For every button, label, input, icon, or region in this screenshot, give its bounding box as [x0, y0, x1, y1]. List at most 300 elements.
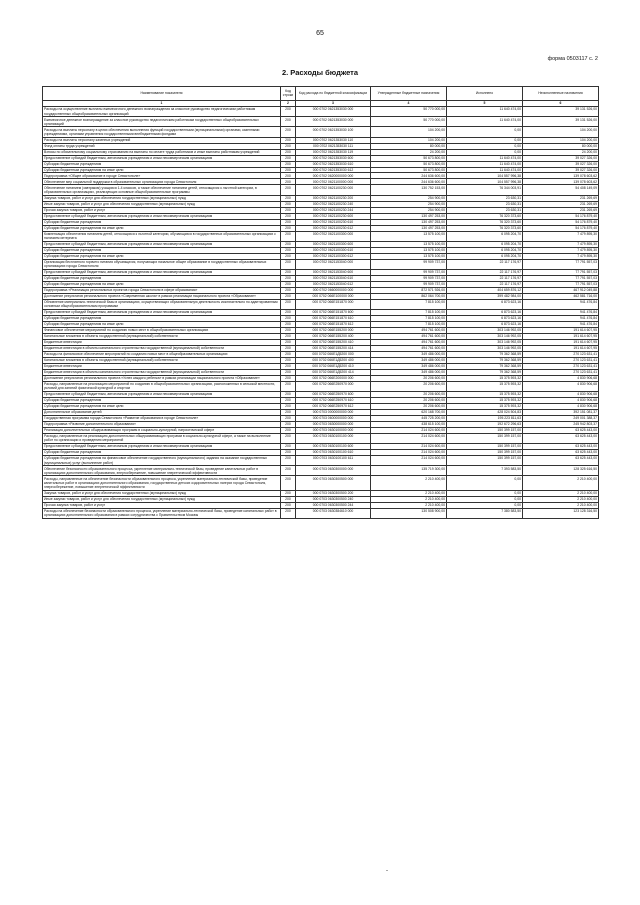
- row-line-code: 200: [281, 269, 296, 275]
- row-unexecuted-amount: 123 128 316,50: [523, 508, 599, 518]
- row-unexecuted-amount: 462 581 716,00: [523, 293, 599, 299]
- row-line-code: 200: [281, 456, 296, 466]
- row-classification-code: 000 0702 066E155200 000: [296, 327, 371, 333]
- row-line-code: 200: [281, 143, 296, 149]
- page-number: 65: [316, 30, 324, 37]
- table-row: [43, 421, 599, 427]
- row-unexecuted-amount: 245 942 803,37: [523, 421, 599, 427]
- row-unexecuted-amount: 231 269,69: [523, 201, 599, 207]
- row-indicator-name: Компенсация обеспечения питанием детей, относящихся к льготной категории, обучающихся в государственных образовательных организациях с наличием интерната: [43, 231, 281, 241]
- row-indicator-name: Субсидии бюджетным учреждениям на иные цели: [43, 253, 281, 259]
- row-indicator-name: Предоставление субсидий бюджетным, автономным учреждениям и иным некоммерческим организациям: [43, 391, 281, 397]
- row-approved-amount: 494 761 600,00: [371, 327, 447, 333]
- row-unexecuted-amount: 80 000,00: [523, 143, 599, 149]
- row-indicator-name: Субсидии бюджетным учреждениям: [43, 315, 281, 321]
- table-row: [43, 375, 599, 381]
- header-executed: Исполнено: [447, 87, 523, 101]
- row-executed-amount: 104 557 996,38: [447, 179, 523, 185]
- row-unexecuted-amount: 77 791 557,03: [523, 281, 599, 287]
- row-unexecuted-amount: 4 830 906,68: [523, 375, 599, 381]
- row-indicator-name: Субсидии бюджетным учреждениям: [43, 275, 281, 281]
- row-line-code: 200: [281, 375, 296, 381]
- row-unexecuted-amount: 2 210 400,00: [523, 490, 599, 496]
- row-classification-code: 000 0702 066E151870 610: [296, 315, 371, 321]
- row-executed-amount: 0,00: [447, 143, 523, 149]
- row-approved-amount: 20 206 600,00: [371, 381, 447, 391]
- row-classification-code: 000 0702 066E1Д5200 414: [296, 369, 371, 375]
- table-row: [43, 309, 599, 315]
- row-executed-amount: 11 640 474,00: [447, 167, 523, 173]
- row-classification-code: 000 0702 0621353030 000: [296, 107, 371, 117]
- row-unexecuted-amount: 4 830 906,68: [523, 381, 599, 391]
- row-line-code: 200: [281, 315, 296, 321]
- row-line-code: 200: [281, 409, 296, 415]
- row-approved-amount: 7 815 100,00: [371, 321, 447, 327]
- row-approved-amount: 445 725 200,00: [371, 415, 447, 421]
- row-executed-amount: 303 146 992,05: [447, 339, 523, 345]
- row-indicator-name: Субсидии бюджетным учреждениям: [43, 450, 281, 456]
- row-indicator-name: Реализация дополнительных общеразвивающих программ в социально-культурной, патриотической сфере: [43, 427, 281, 433]
- row-line-code: 200: [281, 117, 296, 127]
- table-row: [43, 490, 599, 496]
- row-classification-code: 000 0702 0621100300 610: [296, 247, 371, 253]
- row-line-code: 200: [281, 253, 296, 259]
- row-unexecuted-amount: 191 614 607,95: [523, 339, 599, 345]
- row-unexecuted-amount: 191 614 607,95: [523, 333, 599, 339]
- column-index-6: 6: [523, 100, 599, 106]
- row-unexecuted-amount: 24 200,00: [523, 149, 599, 155]
- row-approved-amount: 50 673 800,00: [371, 155, 447, 161]
- row-line-code: 200: [281, 149, 296, 155]
- row-indicator-name: Бюджетные инвестиции: [43, 339, 281, 345]
- row-executed-amount: 23 630,31: [447, 195, 523, 201]
- row-classification-code: 000 0703 0630300500 000: [296, 476, 371, 490]
- row-indicator-name: Субсидии бюджетным учреждениям: [43, 219, 281, 225]
- row-indicator-name: Организация бесплатного горячего питания обучающихся, получающих начальное общее образование в государственных образовательных организациях города Севастополя: [43, 259, 281, 269]
- row-line-code: 200: [281, 293, 296, 299]
- row-approved-amount: 130 497 253,00: [371, 213, 447, 219]
- row-line-code: 200: [281, 107, 296, 117]
- table-row: [43, 476, 599, 490]
- row-executed-amount: 79 362 368,59: [447, 357, 523, 363]
- row-line-code: 200: [281, 363, 296, 369]
- row-approved-amount: 7 815 100,00: [371, 299, 447, 309]
- row-approved-amount: 494 761 600,00: [371, 333, 447, 339]
- row-unexecuted-amount: 7 479 895,30: [523, 253, 599, 259]
- table-row: [43, 415, 599, 421]
- row-executed-amount: 15 375 593,32: [447, 397, 523, 403]
- row-executed-amount: 15 375 593,32: [447, 391, 523, 397]
- table-row: [43, 351, 599, 357]
- row-indicator-name: Взносы по обязательному социальному страхованию на выплаты по оплате труда работников и иные выплаты работникам учреждений: [43, 149, 281, 155]
- row-approved-amount: 862 064 700,00: [371, 293, 447, 299]
- row-unexecuted-amount: 2 210 400,00: [523, 496, 599, 502]
- row-executed-amount: 15 375 593,32: [447, 381, 523, 391]
- row-line-code: 200: [281, 345, 296, 351]
- row-executed-amount: 150 399 157,00: [447, 456, 523, 466]
- header-unexecuted: Неисполненные назначения: [523, 87, 599, 101]
- row-classification-code: 000 0702 0621353030 000: [296, 117, 371, 127]
- row-indicator-name: Субсидии бюджетным учреждениям на иные цели: [43, 403, 281, 409]
- row-unexecuted-amount: 249 001 388,37: [523, 415, 599, 421]
- row-approved-amount: 214 024 600,00: [371, 444, 447, 450]
- row-indicator-name: Предоставление субсидий бюджетным, автономным учреждениям и иным некоммерческим организациям: [43, 444, 281, 450]
- row-classification-code: 000 0702 0621353030 111: [296, 143, 371, 149]
- table-row: [43, 287, 599, 293]
- table-row: [43, 259, 599, 269]
- row-approved-amount: 254 900,00: [371, 201, 447, 207]
- row-classification-code: 000 0702 0621100230 612: [296, 225, 371, 231]
- row-classification-code: 000 0702 066E1Д5200 400: [296, 357, 371, 363]
- row-indicator-name: Расходы на выплаты персоналу в целях обеспечения выполнения функций государственными (муниципальными) органами, казенными учреждениями, органами управления государственными внебюджетными фондами: [43, 127, 281, 137]
- table-row: [43, 391, 599, 397]
- row-classification-code: 000 0702 066E155200 410: [296, 339, 371, 345]
- row-executed-amount: 22 117 176,97: [447, 275, 523, 281]
- row-unexecuted-amount: 63 625 443,00: [523, 433, 599, 443]
- row-executed-amount: 0,00: [447, 149, 523, 155]
- row-indicator-name: Иные закупки товаров, работ и услуг для обеспечения государственных (муниципальных) нужд: [43, 496, 281, 502]
- row-executed-amount: 79 362 368,59: [447, 351, 523, 357]
- row-approved-amount: 244 636 600,00: [371, 173, 447, 179]
- table-row: [43, 117, 599, 127]
- row-approved-amount: 50 770 000,00: [371, 117, 447, 127]
- row-executed-amount: 303 146 992,05: [447, 327, 523, 333]
- row-indicator-name: Бюджетные инвестиции: [43, 363, 281, 369]
- row-approved-amount: 99 909 737,00: [371, 281, 447, 287]
- row-line-code: 200: [281, 179, 296, 185]
- row-executed-amount: 76 320 373,60: [447, 213, 523, 219]
- row-approved-amount: 2 210 400,00: [371, 476, 447, 490]
- row-approved-amount: 872 571 926,00: [371, 287, 447, 293]
- row-line-code: 200: [281, 496, 296, 502]
- table-row: [43, 508, 599, 518]
- row-line-code: 200: [281, 397, 296, 403]
- row-unexecuted-amount: 4 830 906,68: [523, 391, 599, 397]
- row-unexecuted-amount: 77 791 557,03: [523, 275, 599, 281]
- row-approved-amount: 130 497 253,00: [371, 219, 447, 225]
- row-executed-amount: 6 873 623,16: [447, 315, 523, 321]
- row-indicator-name: Достижение результатов регионального проекта «Успех каждого ребенка» в рамках реализации национального проекта «Образование»: [43, 375, 281, 381]
- row-executed-amount: 150 399 157,00: [447, 450, 523, 456]
- row-classification-code: 000 0702 0621100230 610: [296, 219, 371, 225]
- row-classification-code: 000 0702 066E151870 600: [296, 309, 371, 315]
- table-header-row: [43, 87, 599, 101]
- row-indicator-name: Субсидии бюджетным учреждениям: [43, 397, 281, 403]
- row-classification-code: 000 0702 066E151870 612: [296, 321, 371, 327]
- row-indicator-name: Капитальные вложения в объекты государственной (муниципальной) собственности: [43, 333, 281, 339]
- row-unexecuted-amount: 128 325 616,50: [523, 466, 599, 476]
- row-unexecuted-amount: 54 176 879,40: [523, 213, 599, 219]
- row-approved-amount: 7 815 100,00: [371, 315, 447, 321]
- header-classification-code: Код расхода по бюджетной классификации: [296, 87, 371, 101]
- row-classification-code: 000 0702 0621153040 600: [296, 269, 371, 275]
- row-line-code: 200: [281, 275, 296, 281]
- row-approved-amount: 214 024 600,00: [371, 456, 447, 466]
- header-approved: Утвержденные бюджетные назначения: [371, 87, 447, 101]
- form-code: форма 0503117 с. 2: [547, 56, 598, 62]
- row-indicator-name: Расходы на обеспечение безопасности образовательного процесса, укрепление материально-технической базы, проведение капитальных работ в организациях дополнительного образования в рамках сотрудничества с Правительством Москвы: [43, 508, 281, 518]
- row-approved-amount: 13 575 100,00: [371, 231, 447, 241]
- row-line-code: 200: [281, 309, 296, 315]
- row-unexecuted-amount: 7 479 895,30: [523, 241, 599, 247]
- table-row: [43, 444, 599, 450]
- row-executed-amount: 150 399 157,00: [447, 433, 523, 443]
- row-approved-amount: 214 024 600,00: [371, 433, 447, 443]
- row-approved-amount: 99 909 737,00: [371, 275, 447, 281]
- row-approved-amount: 20 206 600,00: [371, 397, 447, 403]
- row-indicator-name: Предоставление субсидий бюджетным, автономным учреждениям и иным некоммерческим организациям: [43, 155, 281, 161]
- row-approved-amount: 254 900,00: [371, 195, 447, 201]
- row-indicator-name: Бюджетные инвестиции в объекты капитального строительства государственной (муниципальной) собственности: [43, 345, 281, 351]
- row-line-code: 200: [281, 173, 296, 179]
- row-classification-code: 000 0703 0630100100 000: [296, 433, 371, 443]
- row-line-code: 200: [281, 155, 296, 161]
- row-classification-code: 000 0702 0621153040 612: [296, 281, 371, 287]
- table-row: [43, 496, 599, 502]
- row-executed-amount: 104 557 996,38: [447, 173, 523, 179]
- row-approved-amount: 244 636 600,00: [371, 179, 447, 185]
- row-unexecuted-amount: 63 625 443,00: [523, 456, 599, 466]
- row-indicator-name: Финансовое обеспечение мероприятий по созданию новых мест в общеобразовательных организациях: [43, 327, 281, 333]
- row-indicator-name: Капитальные вложения в объекты государственной (муниципальной) собственности: [43, 357, 281, 363]
- row-unexecuted-amount: 39 027 326,00: [523, 161, 599, 167]
- table-row: [43, 299, 599, 309]
- row-executed-amount: 11 640 474,00: [447, 107, 523, 117]
- row-line-code: 200: [281, 201, 296, 207]
- row-indicator-name: Обеспечение безопасности образовательного процесса, укрепление материально-технической базы, проведение капитальных работ в организациях дополнительного образования, энергосбережение, повышение энергетической эффективности: [43, 466, 281, 476]
- column-index-2: 2: [281, 100, 296, 106]
- row-approved-amount: 24 200,00: [371, 149, 447, 155]
- row-classification-code: 000 0702 0621353030 100: [296, 127, 371, 137]
- row-approved-amount: 20 206 600,00: [371, 391, 447, 397]
- row-executed-amount: 428 024 504,83: [447, 409, 523, 415]
- row-indicator-name: Субсидии бюджетным учреждениям: [43, 161, 281, 167]
- row-executed-amount: 6 095 204,70: [447, 231, 523, 241]
- row-classification-code: 000 0702 0621353030 610: [296, 161, 371, 167]
- row-indicator-name: Обеспечение питанием (завтраком) учащихся 1-4 классов, а также обеспечение питанием детей, относящихся к льготной категории, в образовательных организациях, реализующих основные общеобразовательные программы: [43, 185, 281, 195]
- row-unexecuted-amount: 139 078 603,62: [523, 179, 599, 185]
- row-approved-amount: 349 486 000,00: [371, 357, 447, 363]
- expenses-table: [42, 86, 599, 519]
- row-approved-amount: 349 486 000,00: [371, 351, 447, 357]
- row-classification-code: 000 0702 0621100230 244: [296, 207, 371, 213]
- row-line-code: 200: [281, 225, 296, 231]
- row-unexecuted-amount: 63 625 443,00: [523, 427, 599, 433]
- row-indicator-name: Иные закупки товаров, работ и услуг для обеспечения государственных (муниципальных) нужд: [43, 201, 281, 207]
- row-classification-code: 000 0702 0621353030 612: [296, 167, 371, 173]
- row-approved-amount: 13 575 100,00: [371, 247, 447, 253]
- row-line-code: 200: [281, 357, 296, 363]
- row-unexecuted-amount: 139 078 603,62: [523, 173, 599, 179]
- row-unexecuted-amount: 2 210 400,00: [523, 502, 599, 508]
- row-line-code: 200: [281, 444, 296, 450]
- row-classification-code: 000 0702 066E250970 610: [296, 397, 371, 403]
- row-classification-code: 000 0703 0630100100 600: [296, 444, 371, 450]
- row-indicator-name: Подпрограмма «Развитие дополнительного образования»: [43, 421, 281, 427]
- row-classification-code: 000 0702 066E155200 414: [296, 345, 371, 351]
- row-line-code: 200: [281, 219, 296, 225]
- row-line-code: 200: [281, 415, 296, 421]
- row-approved-amount: 99 909 737,00: [371, 259, 447, 269]
- row-line-code: 200: [281, 450, 296, 456]
- row-line-code: 200: [281, 167, 296, 173]
- row-classification-code: 000 0702 066E250970 612: [296, 403, 371, 409]
- row-approved-amount: 50 770 000,00: [371, 107, 447, 117]
- row-classification-code: 000 0703 0630300500 244: [296, 502, 371, 508]
- row-classification-code: 000 0703 0630100000 000: [296, 427, 371, 433]
- row-unexecuted-amount: 270 123 631,41: [523, 351, 599, 357]
- row-unexecuted-amount: 4 830 906,68: [523, 397, 599, 403]
- row-executed-amount: 399 482 984,00: [447, 293, 523, 299]
- row-executed-amount: 76 320 373,60: [447, 225, 523, 231]
- table-row: [43, 137, 599, 143]
- row-executed-amount: 6 873 623,16: [447, 299, 523, 309]
- row-classification-code: 000 0702 066E1Д5200 000: [296, 351, 371, 357]
- row-classification-code: 000 0702 0621353030 119: [296, 149, 371, 155]
- row-executed-amount: 22 117 176,97: [447, 281, 523, 287]
- row-indicator-name: Закупка товаров, работ и услуг для обеспечения государственных (муниципальных) нужд: [43, 490, 281, 496]
- row-classification-code: 000 0702 066E250970 600: [296, 391, 371, 397]
- row-indicator-name: Субсидии бюджетным учреждениям на иные цели: [43, 225, 281, 231]
- row-executed-amount: 76 320 373,60: [447, 219, 523, 225]
- row-indicator-name: Расходы, направленные на реализацию мероприятий по созданию в общеобразовательных организациях, расположенных в сельской местности, условий для занятий физической культурой и спортом: [43, 381, 281, 391]
- row-executed-amount: 11 640 474,00: [447, 161, 523, 167]
- row-line-code: 200: [281, 195, 296, 201]
- row-indicator-name: Дополнительное образование детей: [43, 409, 281, 415]
- row-executed-amount: 150 399 157,00: [447, 444, 523, 450]
- row-unexecuted-amount: 104 200,00: [523, 137, 599, 143]
- row-line-code: 200: [281, 421, 296, 427]
- row-line-code: 200: [281, 231, 296, 241]
- row-classification-code: 000 0703 0630100100 610: [296, 450, 371, 456]
- row-executed-amount: 6 095 204,70: [447, 247, 523, 253]
- row-classification-code: 000 0703 0000000000 000: [296, 409, 371, 415]
- row-executed-amount: 15 375 593,32: [447, 375, 523, 381]
- row-executed-amount: 0,00: [447, 502, 523, 508]
- row-line-code: 200: [281, 502, 296, 508]
- row-executed-amount: 0,00: [447, 496, 523, 502]
- row-line-code: 200: [281, 321, 296, 327]
- row-line-code: 200: [281, 281, 296, 287]
- row-unexecuted-amount: 63 625 443,00: [523, 444, 599, 450]
- header-indicator-name: Наименование показателя: [43, 87, 281, 101]
- row-classification-code: 000 0703 0630384610 000: [296, 508, 371, 518]
- row-classification-code: 000 0702 0621100230 600: [296, 213, 371, 219]
- table-row: [43, 173, 599, 179]
- row-unexecuted-amount: 7 479 895,30: [523, 231, 599, 241]
- row-approved-amount: 13 575 100,00: [371, 253, 447, 259]
- row-unexecuted-amount: 39 131 526,00: [523, 117, 599, 127]
- row-executed-amount: 0,00: [447, 137, 523, 143]
- row-approved-amount: 50 673 800,00: [371, 167, 447, 173]
- header-line-code: Код строки: [281, 87, 296, 101]
- row-approved-amount: 80 000,00: [371, 143, 447, 149]
- column-index-3: 3: [296, 100, 371, 106]
- table-row: [43, 127, 599, 137]
- row-executed-amount: 15 375 593,32: [447, 403, 523, 409]
- row-line-code: 200: [281, 327, 296, 333]
- row-indicator-name: Прочая закупка товаров, работ и услуг: [43, 502, 281, 508]
- row-line-code: 200: [281, 207, 296, 213]
- row-executed-amount: 0,00: [447, 476, 523, 490]
- table-row: [43, 179, 599, 185]
- row-approved-amount: 130 497 253,00: [371, 225, 447, 231]
- row-unexecuted-amount: 7 479 895,30: [523, 247, 599, 253]
- row-executed-amount: 11 640 474,00: [447, 155, 523, 161]
- row-line-code: 200: [281, 381, 296, 391]
- row-approved-amount: 349 486 000,00: [371, 363, 447, 369]
- row-classification-code: 000 0702 066E100000 000: [296, 293, 371, 299]
- row-line-code: 200: [281, 161, 296, 167]
- row-indicator-name: Закупка товаров, работ и услуг для обеспечения государственных (муниципальных) нужд: [43, 195, 281, 201]
- row-unexecuted-amount: 63 625 443,00: [523, 450, 599, 456]
- row-classification-code: 000 0702 0621153040 610: [296, 275, 371, 281]
- row-classification-code: 000 0702 066E250970 000: [296, 381, 371, 391]
- table-row: [43, 345, 599, 351]
- row-unexecuted-amount: 941 476,84: [523, 309, 599, 315]
- row-unexecuted-amount: 270 123 631,41: [523, 369, 599, 375]
- column-index-5: 5: [447, 100, 523, 106]
- row-classification-code: 000 0702 0621153040 000: [296, 259, 371, 269]
- row-classification-code: 000 0703 0630300500 200: [296, 490, 371, 496]
- row-approved-amount: 104 200,00: [371, 137, 447, 143]
- row-indicator-name: Расходы, направленные на обеспечение безопасности образовательного процесса, укрепление материально-технической базы, проведение капитальных работ в организациях дополнительного образования, государственных детских оздоровительных лагерях города Севастополя, энергосбережение, повышение энергетической эффективности: [43, 476, 281, 490]
- column-index-4: 4: [371, 100, 447, 106]
- row-indicator-name: Предоставление субсидий бюджетным, автономным учреждениям и иным некоммерческим организациям: [43, 309, 281, 315]
- table-row: [43, 333, 599, 339]
- row-approved-amount: 494 761 600,00: [371, 345, 447, 351]
- row-indicator-name: Обеспечение мер социальной поддержки в образовательных организациях города Севастополя: [43, 179, 281, 185]
- row-classification-code: 000 0702 0621353030 600: [296, 155, 371, 161]
- row-approved-amount: 438 615 100,00: [371, 421, 447, 427]
- table-row: [43, 381, 599, 391]
- table-row: [43, 466, 599, 476]
- row-indicator-name: Прочая закупка товаров, работ и услуг: [43, 207, 281, 213]
- row-line-code: 200: [281, 333, 296, 339]
- row-unexecuted-amount: 39 027 326,00: [523, 155, 599, 161]
- row-classification-code: 000 0702 0620000000 000: [296, 173, 371, 179]
- row-classification-code: 000 0702 066E200000 000: [296, 375, 371, 381]
- row-classification-code: 000 0702 0621100300 612: [296, 253, 371, 259]
- table-row: [43, 433, 599, 443]
- row-approved-amount: 130 508 900,00: [371, 508, 447, 518]
- row-unexecuted-amount: 2 210 400,00: [523, 476, 599, 490]
- table-row: [43, 269, 599, 275]
- row-line-code: 200: [281, 137, 296, 143]
- row-indicator-name: Субсидии бюджетным учреждениям на иные цели: [43, 167, 281, 173]
- row-classification-code: 000 0702 066E151870 000: [296, 299, 371, 309]
- row-line-code: 200: [281, 351, 296, 357]
- row-executed-amount: 404 659 876,12: [447, 287, 523, 293]
- row-approved-amount: 20 206 600,00: [371, 403, 447, 409]
- row-executed-amount: 22 117 176,97: [447, 259, 523, 269]
- row-indicator-name: Расходы, направленные на реализацию дополнительных общеразвивающих программ в социально-культурной сфере, а также на выполнение работ по организации и проведению мероприятий: [43, 433, 281, 443]
- row-line-code: 200: [281, 490, 296, 496]
- row-approved-amount: 99 909 737,00: [371, 269, 447, 275]
- row-executed-amount: 6 095 204,70: [447, 253, 523, 259]
- row-unexecuted-amount: 231 269,69: [523, 207, 599, 213]
- row-classification-code: 000 0703 0630300500 240: [296, 496, 371, 502]
- row-approved-amount: 20 206 600,00: [371, 375, 447, 381]
- row-indicator-name: Ежемесячное денежное вознаграждение за классное руководство педагогическим работникам государственных общеобразовательных организаций: [43, 117, 281, 127]
- row-line-code: 200: [281, 241, 296, 247]
- row-indicator-name: Обновление материально-технической базы в организациях, осуществляющих образовательную деятельность исключительно по адаптированным основным общеобразовательным программам: [43, 299, 281, 309]
- row-unexecuted-amount: 54 176 879,40: [523, 225, 599, 231]
- row-classification-code: 000 0703 0600000000 000: [296, 415, 371, 421]
- row-executed-amount: 6 873 623,16: [447, 309, 523, 315]
- row-executed-amount: 7 393 583,50: [447, 466, 523, 476]
- row-executed-amount: 79 362 368,59: [447, 369, 523, 375]
